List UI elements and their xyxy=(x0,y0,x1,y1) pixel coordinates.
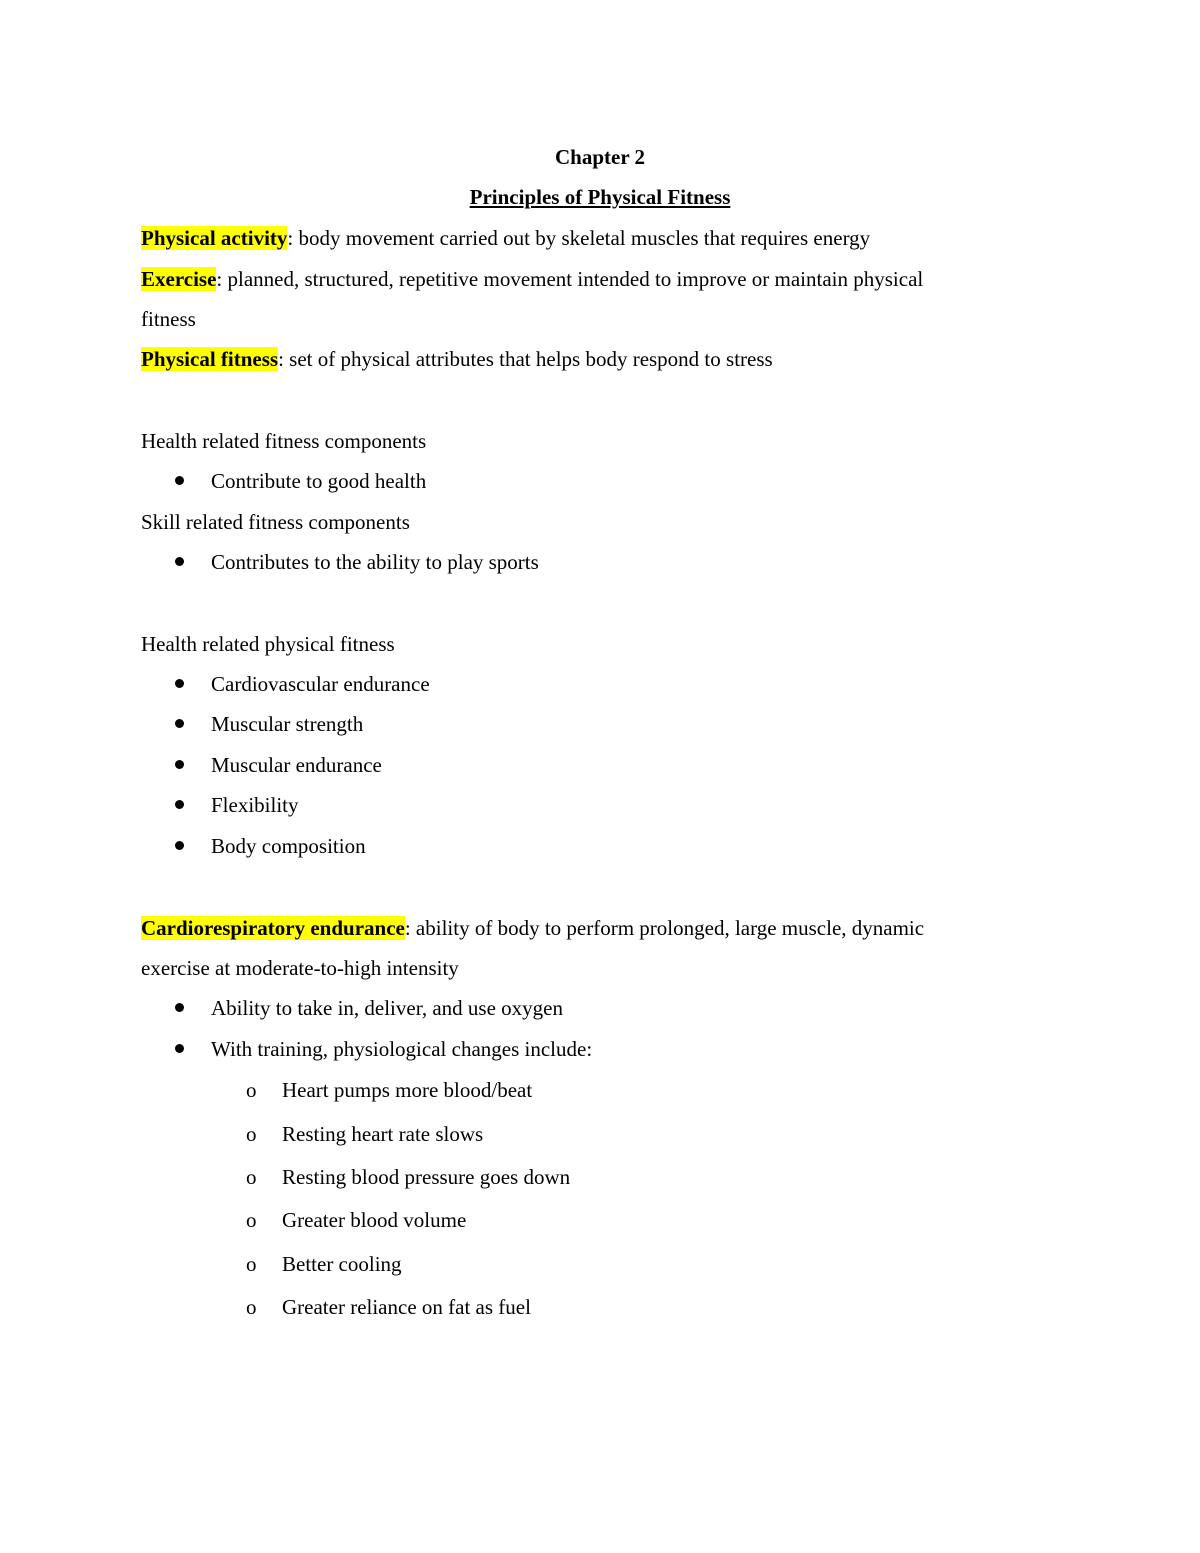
definition-text: : planned, structured, repetitive movement intended to improve or maintain physical xyxy=(216,267,924,291)
term-highlight: Exercise xyxy=(141,267,217,291)
bullet-icon xyxy=(175,800,184,809)
sub-list-item: Greater reliance on fat as fuel xyxy=(282,1295,531,1319)
list-item: Muscular strength xyxy=(211,712,364,736)
skill-components-heading: Skill related fitness components xyxy=(141,510,410,534)
list-item: With training, physiological changes include: xyxy=(211,1037,593,1061)
circle-bullet-icon: o xyxy=(246,1208,257,1232)
list-item: Contributes to the ability to play sports xyxy=(211,550,539,574)
health-components-heading: Health related fitness components xyxy=(141,429,427,453)
term-highlight: Cardiorespiratory endurance xyxy=(141,916,405,940)
list-item: Body composition xyxy=(211,834,366,858)
sub-list-item: Resting heart rate slows xyxy=(282,1122,484,1146)
circle-bullet-icon: o xyxy=(246,1122,257,1146)
definition-physical-fitness xyxy=(141,346,773,372)
list-item: Contribute to good health xyxy=(211,469,427,493)
health-physical-heading: Health related physical fitness xyxy=(141,632,395,656)
bullet-icon xyxy=(175,719,184,728)
sub-list-item: Resting blood pressure goes down xyxy=(282,1165,571,1189)
chapter-title: Chapter 2 xyxy=(554,145,646,169)
bullet-icon xyxy=(175,1003,184,1012)
sub-list-item: Heart pumps more blood/beat xyxy=(282,1078,533,1102)
term-highlight: Physical activity xyxy=(141,226,288,250)
bullet-icon xyxy=(175,557,184,566)
circle-bullet-icon: o xyxy=(246,1078,257,1102)
circle-bullet-icon: o xyxy=(246,1295,257,1319)
definition-text: : ability of body to perform prolonged, large muscle, dynamic xyxy=(404,916,925,940)
bullet-icon xyxy=(175,476,184,485)
bullet-icon xyxy=(175,679,184,688)
bullet-icon xyxy=(175,760,184,769)
circle-bullet-icon: o xyxy=(246,1165,257,1189)
list-item: Muscular endurance xyxy=(211,753,382,777)
sub-list-item: Greater blood volume xyxy=(282,1208,467,1232)
list-item: Cardiovascular endurance xyxy=(211,672,430,696)
definition-text: : set of physical attributes that helps body respond to stress xyxy=(278,347,773,371)
definition-exercise xyxy=(141,266,923,292)
bullet-icon xyxy=(175,841,184,850)
chapter-subtitle: Principles of Physical Fitness xyxy=(469,185,731,209)
term-highlight: Physical fitness xyxy=(141,347,279,371)
list-item: Flexibility xyxy=(211,793,299,817)
definition-physical-activity xyxy=(141,225,870,251)
list-item: Ability to take in, deliver, and use oxygen xyxy=(211,996,563,1020)
definition-text: : body movement carried out by skeletal muscles that requires energy xyxy=(287,226,871,250)
bullet-icon xyxy=(175,1044,184,1053)
circle-bullet-icon: o xyxy=(246,1252,257,1276)
definition-exercise-continuation: fitness xyxy=(141,307,196,331)
definition-cardiorespiratory xyxy=(141,915,924,941)
sub-list-item: Better cooling xyxy=(282,1252,402,1276)
definition-cardiorespiratory-continuation: exercise at moderate-to-high intensity xyxy=(141,956,459,980)
